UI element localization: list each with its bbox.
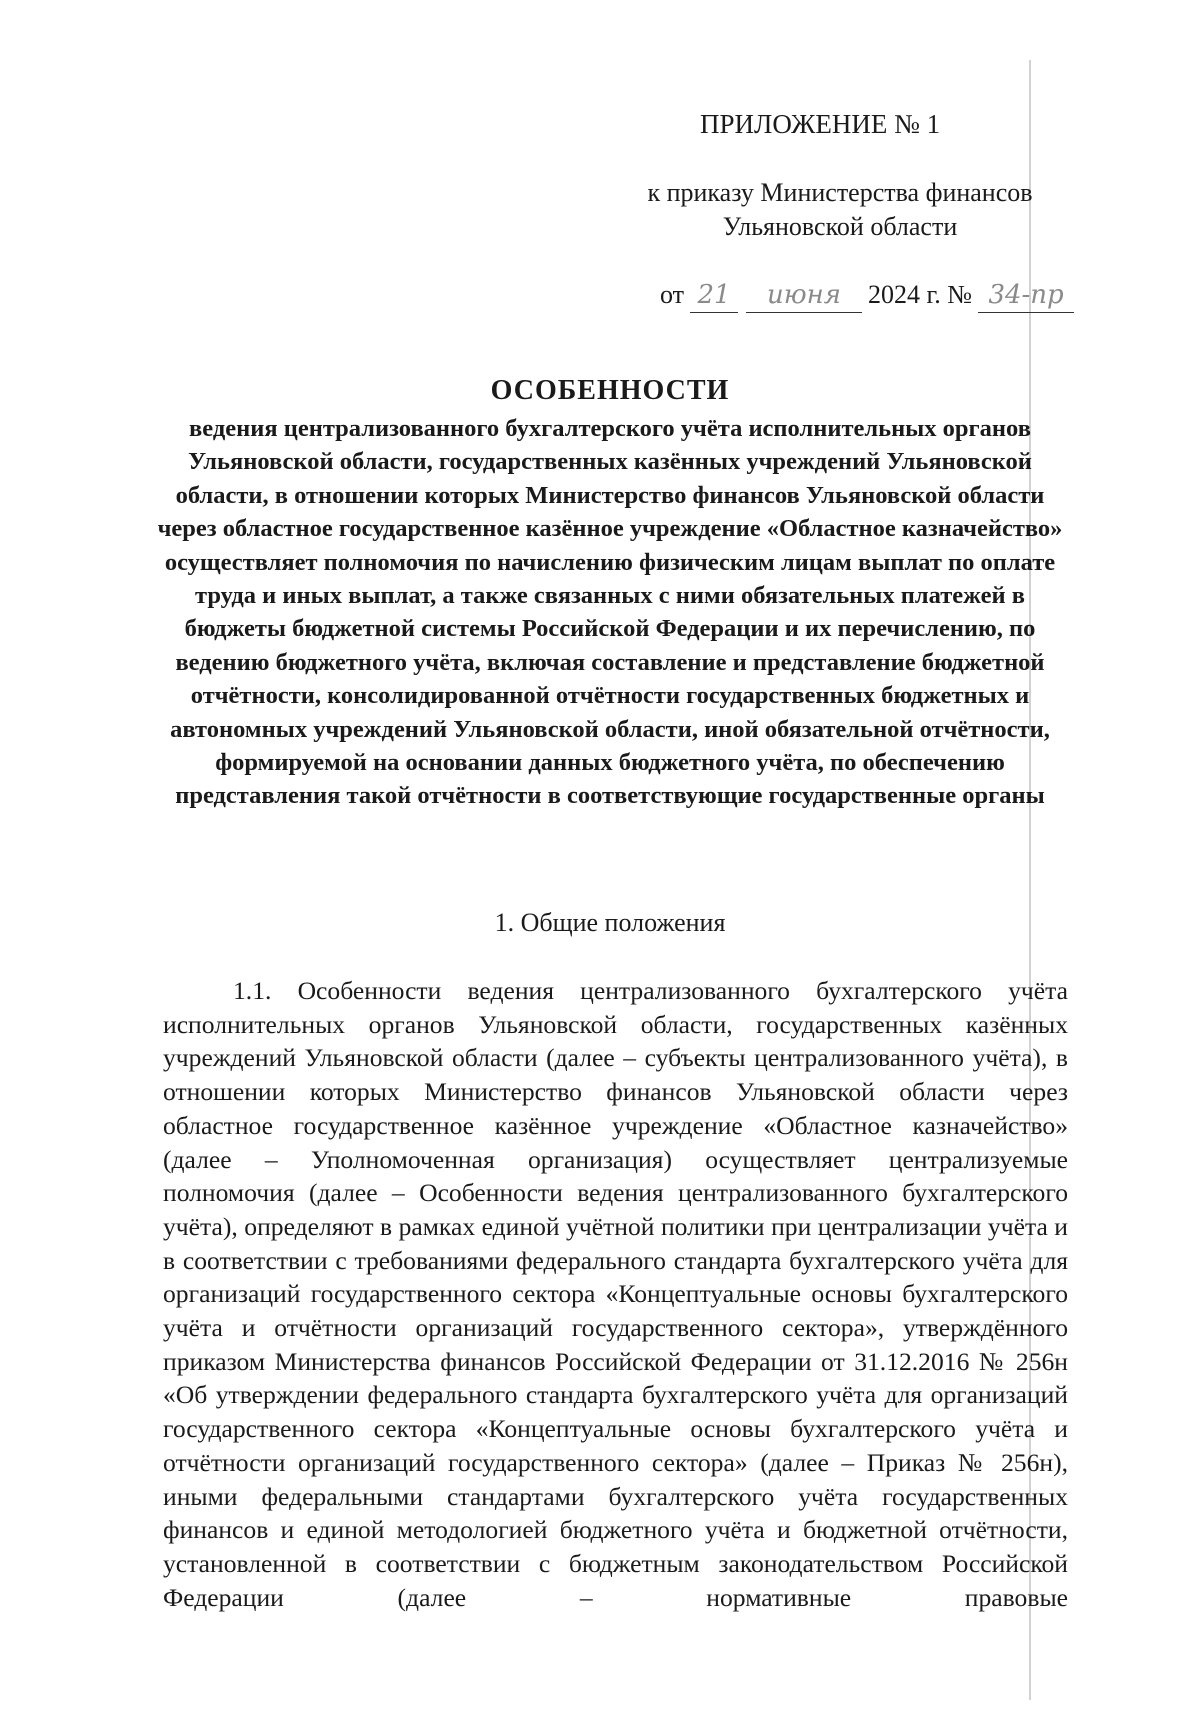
order-reference	[560, 176, 1120, 244]
handwritten-order-number: 34-пр	[978, 278, 1074, 313]
section-heading: 1. Общие положения	[494, 908, 726, 937]
date-prefix: от	[660, 280, 685, 309]
order-reference-line-1: к приказу Министерства финансов	[647, 178, 1033, 207]
handwritten-day: 21	[690, 278, 738, 313]
order-date-line	[660, 278, 1160, 313]
document-title: ОСОБЕННОСТИ	[490, 375, 730, 406]
appendix-label: ПРИЛОЖЕНИЕ № 1	[700, 109, 941, 139]
paragraph-1-1: 1.1. Особенности ведения централизованного бухгалтерского учёта исполнительных органов Ульяновской области, государственных казённых учреждений Ульяновской области (далее – субъекты централизованного учёта), в отношении которых Министерство финансов Ульяновской области через областное государственное казённое учреждение «Областное казначейство» (далее – Уполномоченная организация) осуществляет централизуемые полномочия (далее – Особенности ведения централизованного бухгалтерского учёта), определяют в рамках единой учётной политики при централизации учёта и в соответствии с требованиями федерального стандарта бухгалтерского учёта для организаций государственного сектора «Концептуальные основы бухгалтерского учёта и отчётности организаций государственного сектора», утверждённого приказом Министерства финансов Российской Федерации от 31.12.2016 № 256н «Об утверждении федерального стандарта бухгалтерского учёта для организаций государственного сектора «Концептуальные основы бухгалтерского учёта и отчётности организаций государственного сектора» (далее – Приказ № 256н), иными федеральными стандартами бухгалтерского учёта государственных финансов и единой методологией бюджетного учёта и бюджетной отчётности, установленной в соответствии с бюджетным законодательством Российской Федерации (далее – нормативные правовые	[163, 976, 1068, 1612]
document-subtitle: ведения централизованного бухгалтерского учёта исполнительных органов Ульяновской области, государственных казённых учреждений Ульяновской области, в отношении которых Министерство финансов Ульяновской области через областное государственное казённое учреждение «Областное казначейство» осуществляет полномочия по начислению физическим лицам выплат по оплате труда и иных выплат, а также связанных с ними обязательных платежей в бюджеты бюджетной системы Российской Федерации и их перечислению, по ведению бюджетного учёта, включая составление и представление бюджетной отчётности, консолидированной отчётности государственных бюджетных и автономных учреждений Ульяновской области, иной обязательной отчётности, формируемой на основании данных бюджетного учёта, по обеспечению представления такой отчётности в соответствующие государственные органы	[157, 415, 1063, 810]
handwritten-month: июня	[746, 278, 862, 313]
date-year: 2024 г. №	[868, 280, 973, 309]
order-reference-line-2: Ульяновской области	[722, 212, 958, 241]
